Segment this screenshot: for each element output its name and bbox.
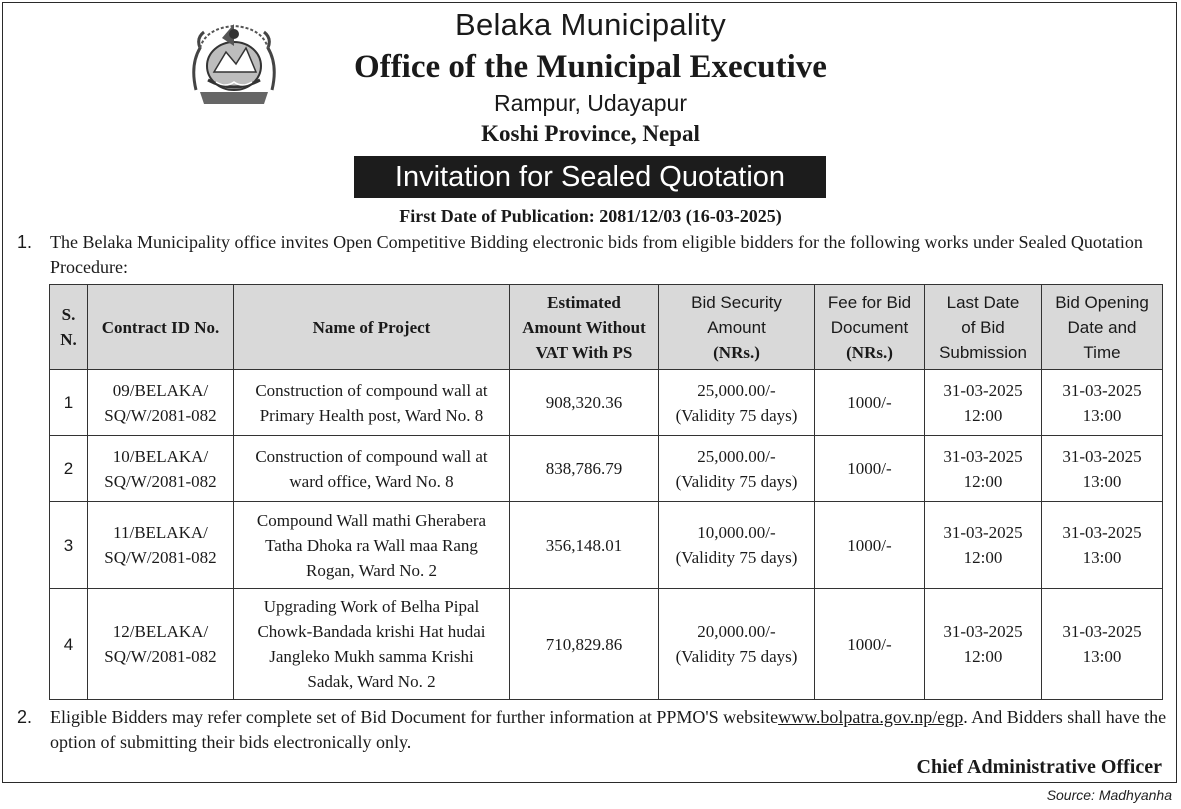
municipality-name: Belaka Municipality [454,7,727,42]
cell-last-date: 31-03-2025 12:00 [925,589,1042,700]
header-project: Name of Project [234,285,510,370]
cell-project: Upgrading Work of Belha Pipal Chowk-Bandada krishi Hat hudai Jangleko Mukh samma Krishi Sadak, Ward No. 2 [234,589,510,700]
table-row [50,370,1163,436]
cell-fee: 1000/- [815,502,925,589]
cell-opening: 31-03-2025 13:00 [1042,502,1163,589]
cell-contract-id: 09/BELAKA/ SQ/W/2081-082 [88,370,234,436]
signature-title: Chief Administrative Officer [916,756,1162,778]
table-row [50,502,1163,589]
paragraph-1 [17,230,1167,280]
cell-fee: 1000/- [815,436,925,502]
cell-project: Compound Wall mathi Gherabera Tatha Dhoka ra Wall maa Rang Rogan, Ward No. 2 [234,502,510,589]
office-name: Office of the Municipal Executive [354,49,827,85]
bid-table [49,284,1163,700]
table-row [50,436,1163,502]
cell-opening: 31-03-2025 13:00 [1042,436,1163,502]
cell-security: 25,000.00/- (Validity 75 days) [659,436,815,502]
cell-sn: 2 [50,436,88,502]
header-estimate: Estimated Amount Without VAT With PS [510,285,659,370]
source-credit: Source: Madhyanha [1046,787,1172,803]
cell-opening: 31-03-2025 13:00 [1042,589,1163,700]
paragraph-number: 1. [17,232,33,252]
header-contract-id: Contract ID No. [88,285,234,370]
cell-estimate: 908,320.36 [510,370,659,436]
cell-fee: 1000/- [815,589,925,700]
cell-project: Construction of compound wall at ward office, Ward No. 8 [234,436,510,502]
publication-date: First Date of Publication: 2081/12/03 (16-03-2025) [399,206,782,226]
cell-sn: 1 [50,370,88,436]
cell-last-date: 31-03-2025 12:00 [925,370,1042,436]
cell-last-date: 31-03-2025 12:00 [925,502,1042,589]
paragraph-text: Eligible Bidders may refer complete set of Bid Document for further information at PPMO'S websitewww.bolpatra.gov.np/egp. And Bidders shall have the option of submitting their bids electronically only. [50,707,1167,752]
header-last-date: Last Date of Bid Submission [925,285,1042,370]
table-header-row [50,285,1163,370]
cell-sn: 3 [50,502,88,589]
cell-contract-id: 11/BELAKA/ SQ/W/2081-082 [88,502,234,589]
cell-estimate: 710,829.86 [510,589,659,700]
cell-contract-id: 10/BELAKA/ SQ/W/2081-082 [88,436,234,502]
province-name: Koshi Province, Nepal [481,121,700,146]
paragraph-text: The Belaka Municipality office invites Open Competitive Bidding electronic bids from eligible bidders for the following works under Sealed Quotation Procedure: [50,232,1143,277]
cell-opening: 31-03-2025 13:00 [1042,370,1163,436]
cell-contract-id: 12/BELAKA/ SQ/W/2081-082 [88,589,234,700]
header-sn: S. N. [50,285,88,370]
cell-sn: 4 [50,589,88,700]
paragraph-2 [17,705,1167,755]
ppmo-website-link[interactable]: www.bolpatra.gov.np/egp [778,707,964,727]
header-bid-security: Bid Security Amount (NRs.) [659,285,815,370]
cell-security: 20,000.00/- (Validity 75 days) [659,589,815,700]
cell-project: Construction of compound wall at Primary Health post, Ward No. 8 [234,370,510,436]
cell-last-date: 31-03-2025 12:00 [925,436,1042,502]
cell-security: 10,000.00/- (Validity 75 days) [659,502,815,589]
cell-fee: 1000/- [815,370,925,436]
cell-security: 25,000.00/- (Validity 75 days) [659,370,815,436]
header-opening: Bid Opening Date and Time [1042,285,1163,370]
table-row [50,589,1163,700]
office-location: Rampur, Udayapur [493,90,688,116]
header-fee: Fee for Bid Document (NRs.) [815,285,925,370]
paragraph-number: 2. [17,707,33,727]
notice-title: Invitation for Sealed Quotation [354,156,826,198]
cell-estimate: 356,148.01 [510,502,659,589]
cell-estimate: 838,786.79 [510,436,659,502]
